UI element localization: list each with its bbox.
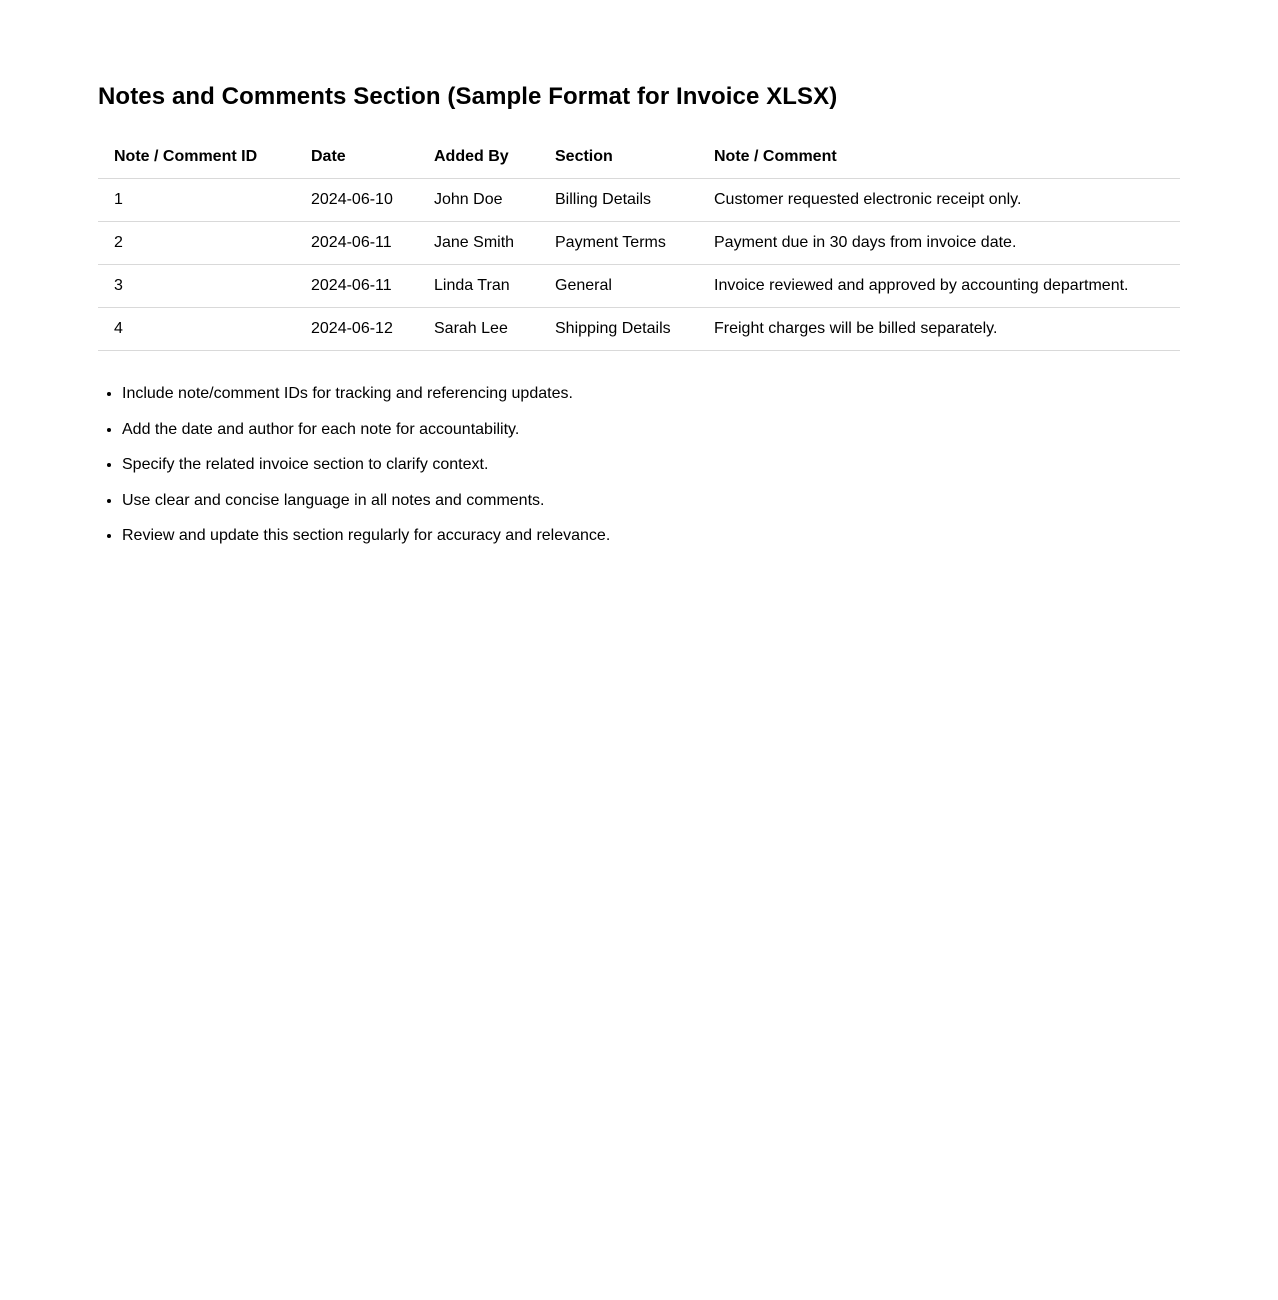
list-item: • Add the date and author for each note for accountability. [122,412,610,448]
cell-date: 2024-06-11 [295,222,418,265]
cell-note-id: 3 [98,265,295,308]
cell-note-id: 1 [98,179,295,222]
cell-added-by: John Doe [418,179,539,222]
guidelines-list [98,376,610,554]
table-row [98,265,1180,308]
cell-date: 2024-06-11 [295,265,418,308]
header-note-id: Note / Comment ID [98,135,295,179]
notes-table [98,135,1180,351]
header-note-comment: Note / Comment [698,135,1180,179]
table-row [98,179,1180,222]
table-row [98,308,1180,351]
cell-date: 2024-06-12 [295,308,418,351]
list-item: • Specify the related invoice section to clarify context. [122,447,610,483]
table-row [98,222,1180,265]
cell-added-by: Sarah Lee [418,308,539,351]
cell-section: Payment Terms [539,222,698,265]
list-item: • Include note/comment IDs for tracking and referencing updates. [122,376,610,412]
cell-note-comment: Payment due in 30 days from invoice date. [698,222,1180,265]
page-title: Notes and Comments Section (Sample Format for Invoice XLSX) [98,83,838,110]
cell-note-comment: Invoice reviewed and approved by accounting department. [698,265,1180,308]
header-date: Date [295,135,418,179]
cell-note-comment: Customer requested electronic receipt only. [698,179,1180,222]
header-added-by: Added By [418,135,539,179]
cell-section: Shipping Details [539,308,698,351]
cell-note-id: 2 [98,222,295,265]
cell-date: 2024-06-10 [295,179,418,222]
header-section: Section [539,135,698,179]
cell-section: Billing Details [539,179,698,222]
list-item: • Use clear and concise language in all notes and comments. [122,483,610,519]
list-item: • Review and update this section regularly for accuracy and relevance. [122,518,610,554]
cell-note-id: 4 [98,308,295,351]
table-header-row [98,135,1180,179]
cell-note-comment: Freight charges will be billed separately. [698,308,1180,351]
cell-section: General [539,265,698,308]
cell-added-by: Jane Smith [418,222,539,265]
cell-added-by: Linda Tran [418,265,539,308]
